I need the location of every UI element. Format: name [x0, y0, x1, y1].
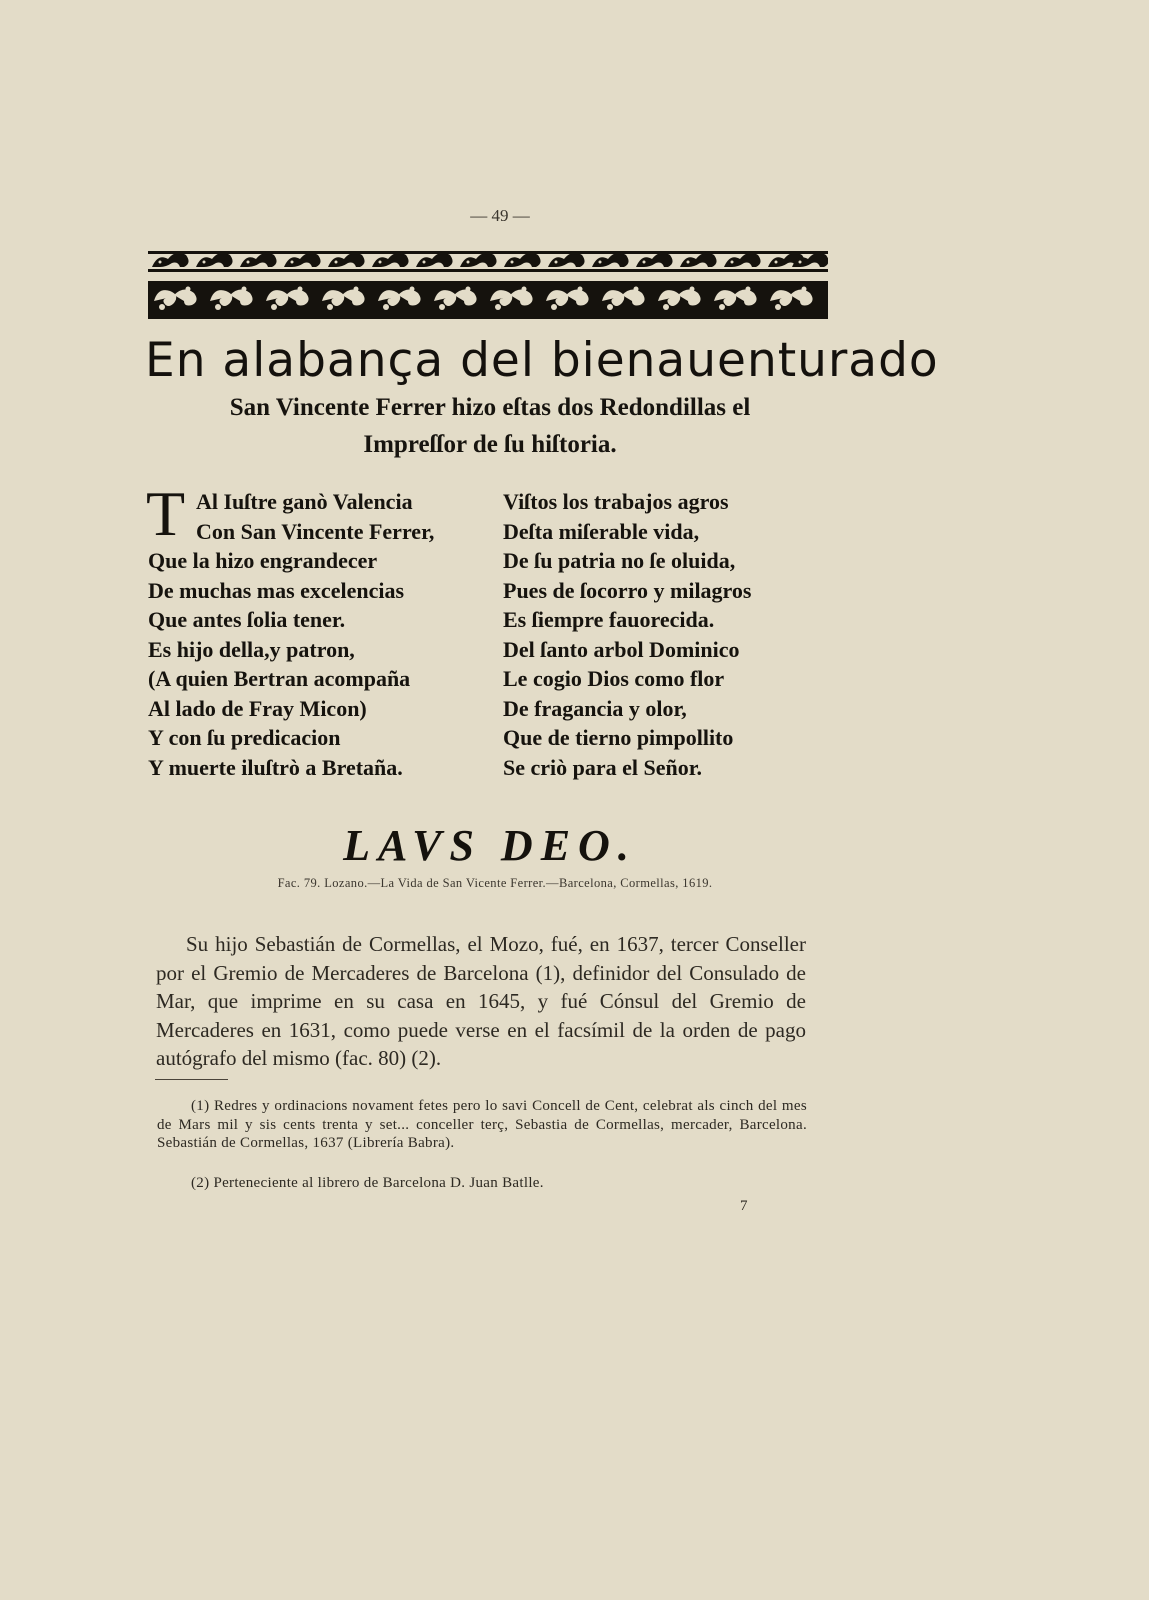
signature-mark: 7 — [740, 1198, 748, 1214]
woodcut-ornament-border — [148, 245, 828, 321]
footnote-divider — [155, 1079, 228, 1080]
verse-line: Deſta miſerable vida, — [503, 518, 700, 544]
drop-cap: T — [146, 478, 186, 549]
verse-line: Es hijo della,y patron, — [148, 636, 355, 662]
verse-line: Y muerte iluſtrò a Bretaña. — [148, 754, 403, 780]
poem-column-right — [503, 487, 823, 782]
subtitle-line-1: San Vincente Ferrer hizo eſtas dos Redondillas el — [229, 394, 751, 421]
footnote-2 — [157, 1174, 807, 1193]
poem-column-left — [146, 478, 468, 782]
poem-title: En alabança del bienauenturado — [145, 333, 939, 388]
page-number: — 49 — — [470, 206, 530, 225]
verse-line: Se criò para el Señor. — [503, 754, 702, 780]
footnote-2-text: (2) Perteneciente al librero de Barcelona D. Juan Batlle. — [191, 1175, 544, 1191]
verse-line: Le cogio Dios como flor — [503, 666, 725, 691]
verse-line: De muchas mas excelencias — [148, 577, 405, 603]
verse-line: Al lado de Fray Micon) — [148, 695, 367, 721]
footnote-1-text: (1) Redres y ordinacions novament fetes pero lo savi Concell de Cent, celebrat als cinch del mes de Mars mil y sis cents trenta y set... conceller terç, Sebastia de Cormellas, mercader, Barcelona. Sebastián de Cormellas, 1637 (Librería Babra). — [157, 1098, 807, 1151]
facsimile-caption: Fac. 79. Lozano.—La Vida de San Vicente Ferrer.—Barcelona, Cormellas, 1619. — [277, 876, 713, 890]
body-paragraph — [156, 930, 806, 1073]
verse-line: Que la hizo engrandecer — [148, 548, 378, 573]
verse-line: Que antes ſolia tener. — [148, 607, 346, 632]
body-paragraph-text: Su hijo Sebastián de Cormellas, el Mozo, fué, en 1637, tercer Conseller por el Gremio de Mercaderes de Barcelona (1), definidor del Consulado de Mar, que imprime en su casa en 1645, y fué Cónsul del Gremio de Mercaderes en 1631, como puede verse en el facsímil de la orden de pago autógrafo del mismo (fac. 80) (2). — [156, 932, 806, 1070]
verse-line: Pues de ſocorro y milagros — [503, 577, 752, 603]
verse-line: Al Iuſtre ganò Valencia — [196, 489, 413, 514]
verse-line: De fragancia y olor, — [503, 695, 687, 721]
verse-line: (A quien Bertran acompaña — [148, 666, 411, 691]
verse-line: Del ſanto arbol Dominico — [503, 636, 740, 662]
verse-line: Con San Vincente Ferrer, — [196, 518, 435, 544]
footnote-1 — [157, 1097, 807, 1153]
verse-line: Es ſiempre fauorecida. — [503, 607, 715, 632]
laus-deo-colophon: LAVS DEO. — [343, 821, 637, 870]
verse-line: Que de tierno pimpollito — [503, 725, 734, 750]
verse-line: Y con ſu predicacion — [148, 725, 341, 750]
subtitle-line-2: Impreſſor de ſu hiſtoria. — [363, 431, 617, 458]
verse-line: De ſu patria no ſe oluida, — [503, 548, 736, 573]
verse-line: Viſtos los trabajos agros — [503, 489, 729, 514]
